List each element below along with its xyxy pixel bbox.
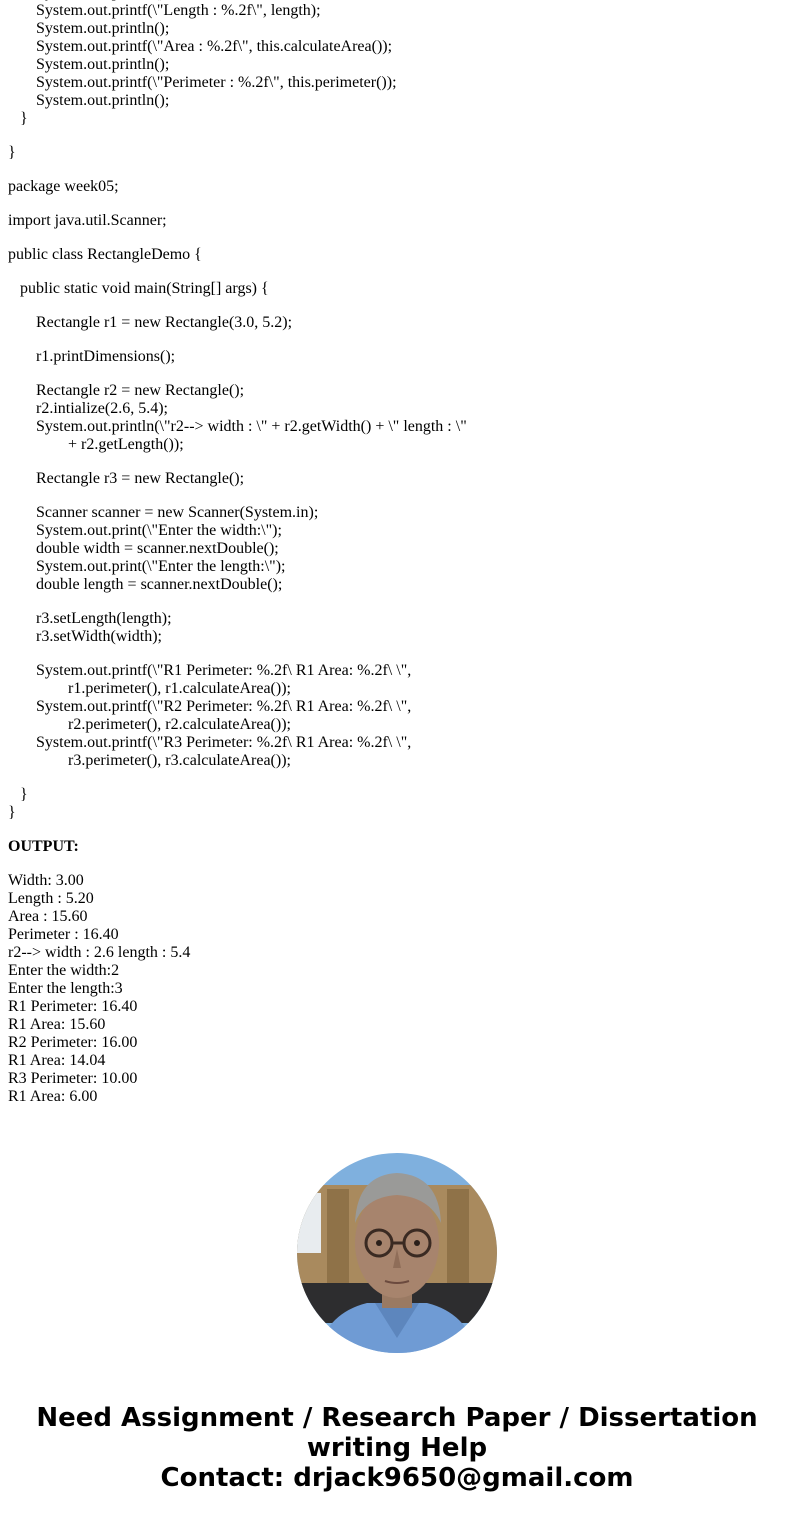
code-line: r3.setLength(length); [36, 610, 172, 627]
code-line: r3.perimeter(), r3.calculateArea()); [68, 752, 291, 769]
code-line: public class RectangleDemo { [8, 246, 202, 263]
blank-line [8, 454, 788, 470]
code-line: System.out.print(\"Enter the width:\"); [36, 522, 282, 539]
code-line: System.out.printf(\"Length : %.2f\", length); [36, 2, 321, 19]
banner-line-1: Need Assignment / Research Paper / Dissertation [36, 1403, 758, 1433]
output-line: Area : 15.60 [8, 908, 88, 925]
output-line: R1 Area: 14.04 [8, 1052, 106, 1069]
output-block [8, 872, 788, 1106]
code-line: System.out.print(\"Enter the length:\"); [36, 558, 286, 575]
avatar-portrait-icon [297, 1153, 497, 1353]
blank-line [8, 770, 788, 786]
code-block [8, 0, 788, 822]
code-line: System.out.printf(\"Area : %.2f\", this.calculateArea()); [36, 38, 393, 55]
spacer [8, 822, 788, 838]
code-line: } [8, 144, 16, 161]
output-line: Enter the width:2 [8, 962, 120, 979]
banner-line-2: writing Help [306, 1433, 488, 1463]
code-line: r3.setWidth(width); [36, 628, 162, 645]
code-line: r2.perimeter(), r2.calculateArea()); [68, 716, 291, 733]
blank-line [8, 646, 788, 662]
code-line: import java.util.Scanner; [8, 212, 167, 229]
code-line: } [20, 786, 28, 803]
code-line: double length = scanner.nextDouble(); [36, 576, 283, 593]
blank-line [8, 488, 788, 504]
code-line: public static void main(String[] args) { [20, 280, 269, 297]
blank-line [8, 196, 788, 212]
blank-line [8, 594, 788, 610]
code-line: Rectangle r2 = new Rectangle(); [36, 382, 245, 399]
output-heading: OUTPUT: [8, 838, 79, 855]
blank-line [8, 162, 788, 178]
code-line: System.out.printf(\"R3 Perimeter: %.2f\ R1 Area: %.2f\ \", [36, 734, 412, 751]
output-line: R1 Area: 6.00 [8, 1088, 98, 1105]
code-line: } [8, 804, 16, 821]
avatar [297, 1153, 497, 1353]
output-line: R1 Area: 15.60 [8, 1016, 106, 1033]
document [8, 0, 788, 1106]
code-line: } [20, 110, 28, 127]
output-line: Enter the length:3 [8, 980, 123, 997]
output-line: R2 Perimeter: 16.00 [8, 1034, 138, 1051]
blank-line [8, 264, 788, 280]
blank-line [8, 230, 788, 246]
code-line: System.out.printf(\"R1 Perimeter: %.2f\ R1 Area: %.2f\ \", [36, 662, 412, 679]
code-line: System.out.println(); [36, 56, 170, 73]
output-line: R1 Perimeter: 16.40 [8, 998, 138, 1015]
spacer [8, 856, 788, 872]
code-line: System.out.println(\"r2--> width : \" + r2.getWidth() + \" length : \" [36, 418, 467, 435]
code-line: package week05; [8, 178, 119, 195]
blank-line [8, 298, 788, 314]
contact-email: Contact: drjack9650@gmail.com [160, 1463, 634, 1493]
output-line: Length : 5.20 [8, 890, 94, 907]
output-line: Width: 3.00 [8, 872, 84, 889]
code-line: System.out.printf(\"R2 Perimeter: %.2f\ R1 Area: %.2f\ \", [36, 698, 412, 715]
output-line: Perimeter : 16.40 [8, 926, 119, 943]
code-line: double width = scanner.nextDouble(); [36, 540, 279, 557]
code-line: r1.perimeter(), r1.calculateArea()); [68, 680, 291, 697]
blank-line [8, 366, 788, 382]
code-line: r2.intialize(2.6, 5.4); [36, 400, 168, 417]
blank-line [8, 128, 788, 144]
code-line: Rectangle r3 = new Rectangle(); [36, 470, 245, 487]
code-line: System.out.printf(\"Perimeter : %.2f\", this.perimeter()); [36, 74, 397, 91]
code-line: System.out.println(); [36, 20, 170, 37]
output-line: r2--> width : 2.6 length : 5.4 [8, 944, 191, 961]
code-line: r1.printDimensions(); [36, 348, 176, 365]
contact-banner [0, 1403, 794, 1493]
code-line: Rectangle r1 = new Rectangle(3.0, 5.2); [36, 314, 293, 331]
code-line: Scanner scanner = new Scanner(System.in); [36, 504, 319, 521]
code-line: System.out.println(); [36, 92, 170, 109]
code-line: + r2.getLength()); [68, 436, 184, 453]
blank-line [8, 332, 788, 348]
output-line: R3 Perimeter: 10.00 [8, 1070, 138, 1087]
